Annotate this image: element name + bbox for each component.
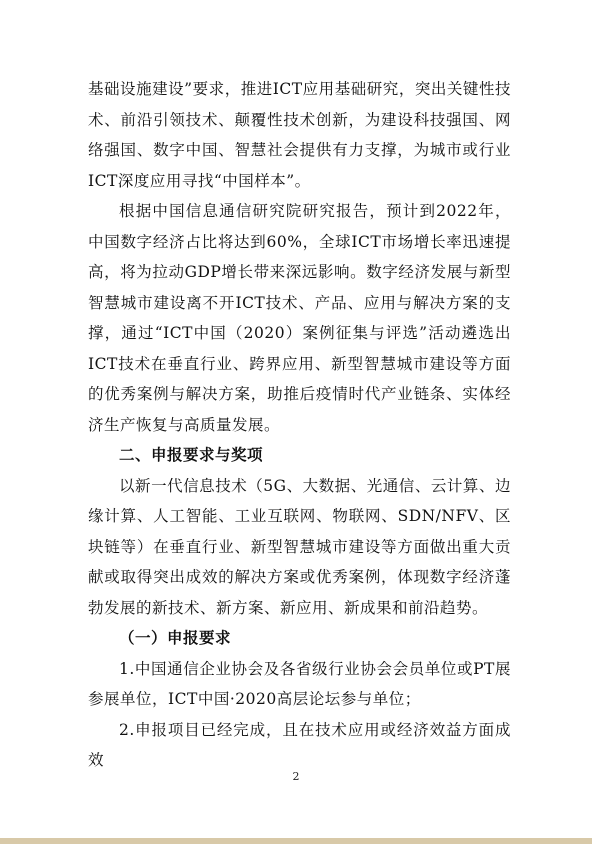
requirement-item-2: 2.申报项目已经完成，且在技术应用或经济效益方面成效 bbox=[88, 720, 511, 769]
requirement-item-1: 1.中国通信企业协会及各省级行业协会会员单位或PT展参展单位，ICT中国·2020高层论坛参与单位； bbox=[88, 659, 511, 708]
section-heading-requirements-awards: 二、申报要求与奖项 bbox=[119, 446, 264, 464]
paragraph-continued: 基础设施建设”要求，推进ICT应用基础研究，突出关键性技术、前沿引领技术、颠覆性技术创新，为建设科技强国、网络强国、数字中国、智慧社会提供有力支撑，为城市或行业ICT深度应用寻找“中国样本”。 bbox=[88, 80, 511, 190]
paragraph-market-report: 根据中国信息通信研究院研究报告，预计到2022年，中国数字经济占比将达到60%，全球ICT市场增长率迅速提高，将为拉动GDP增长带来深远影响。数字经济发展与新型智慧城市建设离不开ICT技术、产品、应用与解决方案的支撑，通过“ICT中国（2020）案例征集与评选”活动遴选出ICT技术在垂直行业、跨界应用、新型智慧城市建设等方面的优秀案例与解决方案，助推后疫情时代产业链条、实体经济生产恢复与高质量发展。 bbox=[88, 202, 511, 434]
paragraph-new-technology: 以新一代信息技术（5G、大数据、光通信、云计算、边缘计算、人工智能、工业互联网、物联网、SDN/NFV、区块链等）在垂直行业、新型智慧城市建设等方面做出重大贡献或取得突出成效的解决方案或优秀案例，体现数字经济蓬勃发展的新技术、新方案、新应用、新成果和前沿趋势。 bbox=[88, 476, 511, 617]
page-number: 2 bbox=[292, 770, 300, 783]
page-bottom-border bbox=[0, 838, 592, 844]
document-body bbox=[88, 74, 511, 776]
subsection-heading-requirements: （一）申报要求 bbox=[119, 628, 232, 647]
